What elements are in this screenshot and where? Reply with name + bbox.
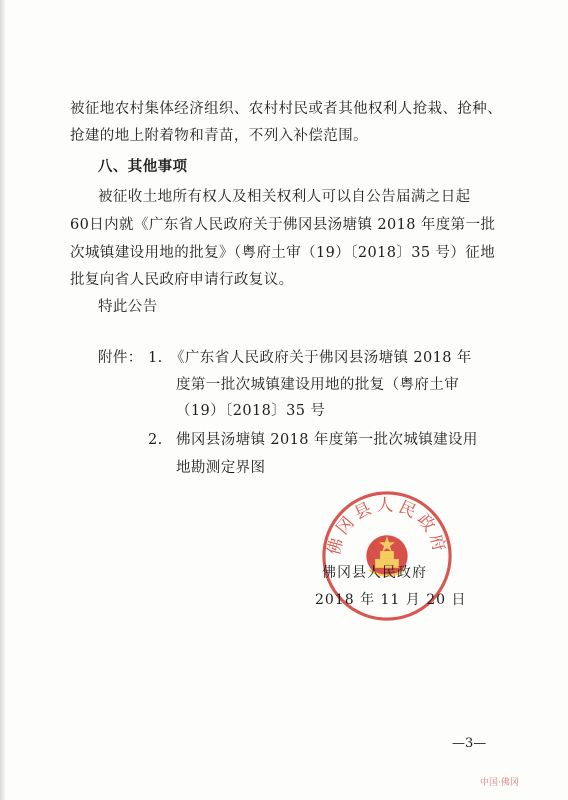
paragraph-line: 次城镇建设用地的批复》（粤府土审（19）〔2018〕35 号）征地 <box>70 245 496 261</box>
attachment-line: 佛冈县汤塘镇 2018 年度第一批次城镇建设用 <box>176 432 478 448</box>
attachment-line: 度第一批次城镇建设用地的批复（粤府土审 <box>176 377 460 393</box>
attachments-label: 附件： <box>98 350 143 366</box>
issuer-name: 佛冈县人民政府 <box>322 565 427 581</box>
attachment-number: 1. <box>148 350 163 366</box>
paragraph-line: 抢建的地上附着物和青苗，不列入补偿范围。 <box>70 128 368 144</box>
scan-edge-shadow <box>0 0 6 800</box>
paragraph-line: 被征地农村集体经济组织、农村村民或者其他权利人抢栽、抢种、 <box>70 101 503 117</box>
attachment-line: 地勘测定界图 <box>176 460 266 476</box>
paragraph-line: 60日内就《广东省人民政府关于佛冈县汤塘镇 2018 年度第一批 <box>70 217 496 233</box>
seal-text: 佛冈县人民政府 <box>323 494 451 558</box>
attachment-line: 《广东省人民政府关于佛冈县汤塘镇 2018 年 <box>170 350 472 366</box>
page-number: —3— <box>452 736 487 751</box>
section-heading: 八、其他事项 <box>98 159 188 175</box>
paragraph-line: 被征收土地所有权人及相关权利人可以自公告届满之日起 <box>98 189 471 205</box>
attachment-line: （19）〔2018〕35 号 <box>176 403 326 419</box>
issue-date: 2018 年 11 月 20 日 <box>315 592 467 608</box>
paragraph-line: 批复向省人民政府申请行政复议。 <box>70 272 294 288</box>
attachment-number: 2. <box>148 432 163 448</box>
site-watermark: 中国·佛冈 <box>480 778 519 788</box>
closing-line: 特此公告 <box>98 299 158 315</box>
